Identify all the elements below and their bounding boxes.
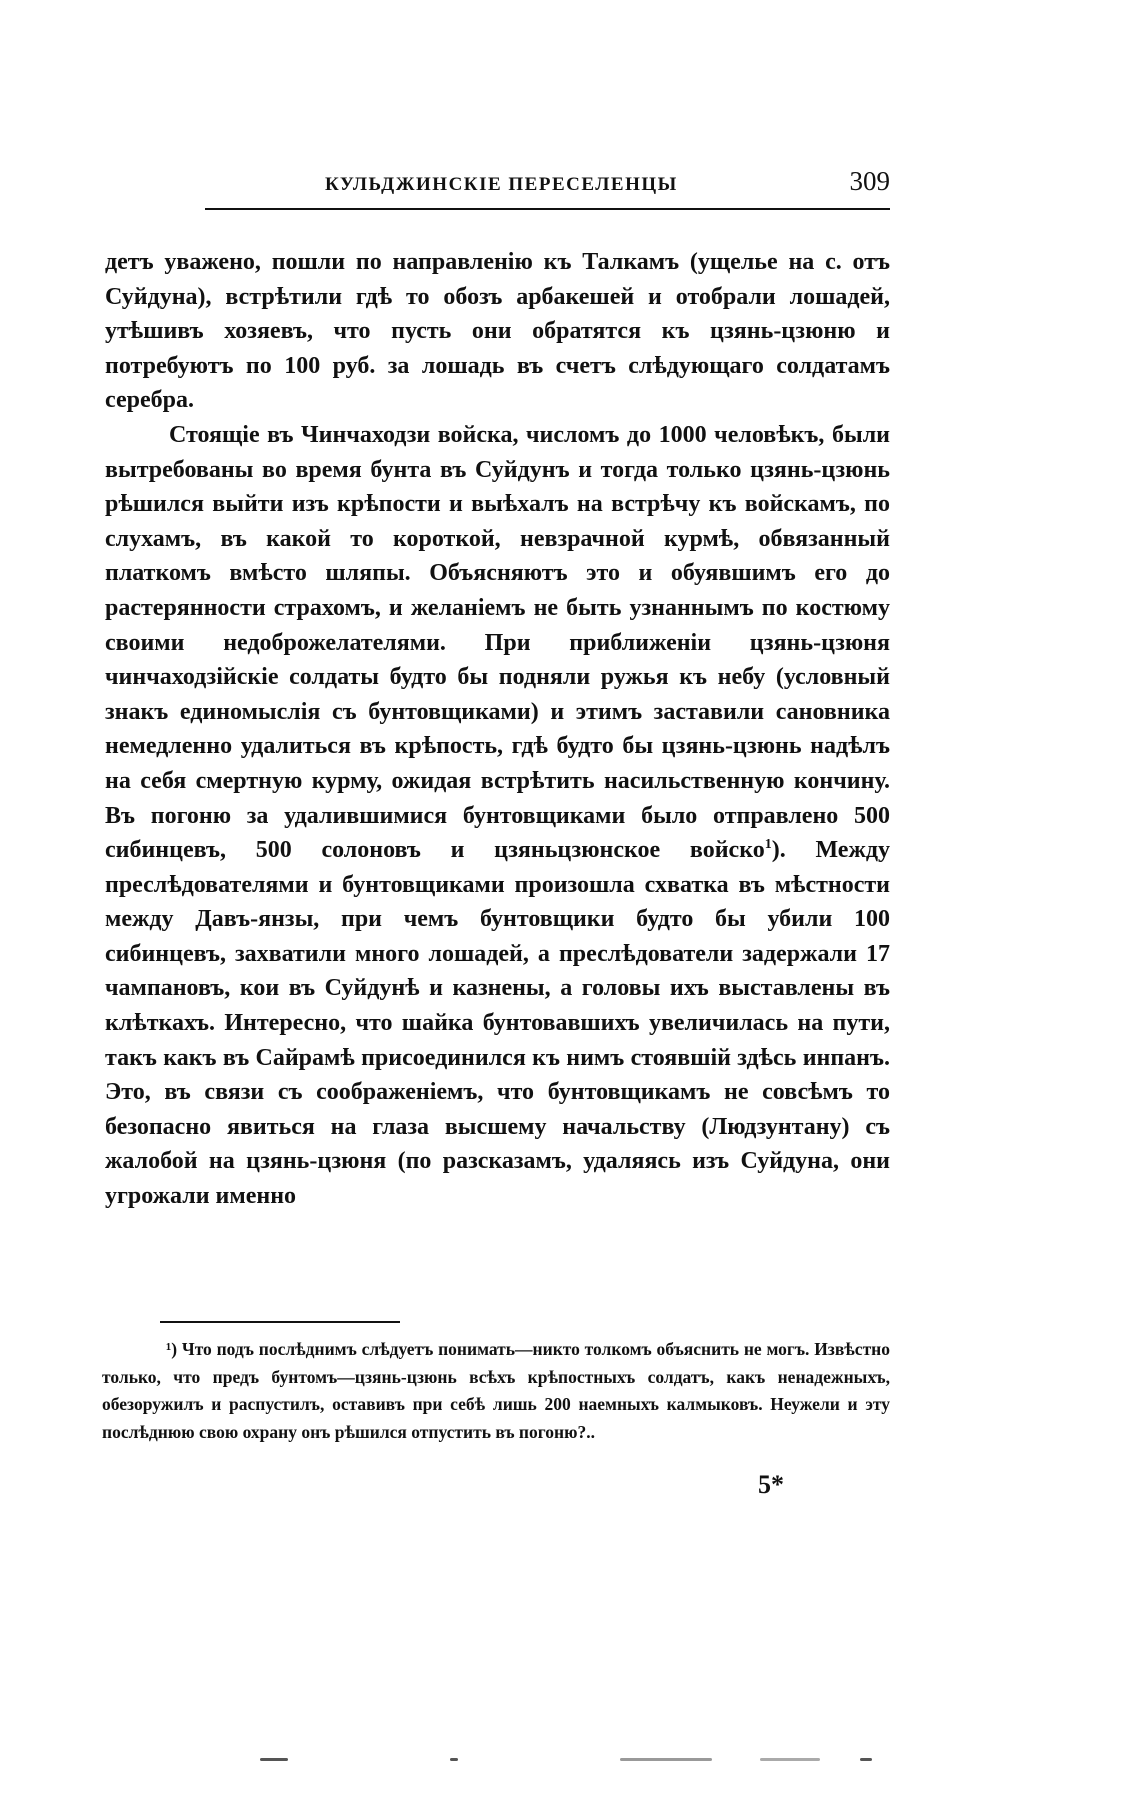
paragraph-2-part-2: ). Между преслѣдователями и бунтовщиками произошла схватка въ мѣстности между Давъ-янзы, при чемъ бунтовщики будто бы убили 100 сибинцевъ, захватили много лошадей, а преслѣдователи задержали 17 чампановъ, кои въ Суйдунѣ и казнены, а головы ихъ выставлены въ клѣткахъ. Интересно, что шайка бунтовавшихъ увеличилась на пути, такъ какъ въ Сайрамѣ присоединился къ нимъ стоявшій здѣсь инпанъ. Это, въ связи съ соображеніемъ, что бунтовщикамъ не совсѣмъ то безопасно явиться на глаза высшему начальству (Людзунтану) съ жалобой на цзянь-цзюня (по разсказамъ, удаляясь изъ Суйдуна, они угрожали именно <box>105 837 891 1210</box>
footnote-reference: 1 <box>764 837 772 853</box>
scan-specks <box>260 1758 900 1764</box>
running-title: КУЛЬДЖИНСКІЕ ПЕРЕСЕЛЕНЦЫ <box>325 174 678 195</box>
footnote-text: ¹) Что подъ послѣднимъ слѣдуетъ понимать—никто толкомъ объяснить не могъ. Извѣстно только, что предъ бунтомъ—цзянь-цзюнь всѣхъ крѣпостныхъ солдатъ, какъ ненадежныхъ, обезоружилъ и распустилъ, оставивъ при себѣ лишь 200 наемныхъ калмыковъ. Неужели и эту послѣднюю свою охрану онъ рѣшился отпустить въ погоню?.. <box>102 1339 890 1442</box>
running-header <box>205 168 890 210</box>
paragraph-2-part-1: Стоящіе въ Чинчаходзи войска, числомъ до 1000 человѣкъ, были вытребованы во время бунта въ Суйдунъ и тогда только цзянь-цзюнь рѣшился выйти изъ крѣпости и выѣхалъ на встрѣчу къ войскамъ, по слухамъ, въ какой то короткой, невзрачной курмѣ, обвязанный платкомъ вмѣсто шляпы. Объясняютъ это и обуявшимъ его до растерянности страхомъ, и желаніемъ не быть узнаннымъ по костюму своими недоброжелателями. При приближеніи цзянь-цзюня чинчаходзійскіе солдаты будто бы подняли ружья къ небу (условный знакъ единомыслія съ бунтовщиками) и этимъ заставили сановника немедленно удалиться въ крѣпость, гдѣ будто бы цзянь-цзюнь надѣлъ на себя смертную курму, ожидая встрѣтить насильственную кончину. Въ погоню за удалившимися бунтовщиками было отправлено 500 сибинцевъ, 500 солоновъ и цзяньцзюнское войско <box>105 421 890 864</box>
page-number: 309 <box>849 166 890 196</box>
paragraph-2 <box>105 418 890 1214</box>
paragraph-1: детъ уважено, пошли по направленію къ Талкамъ (ущелье на с. отъ Суйдуна), встрѣтили гдѣ то обозъ арбакешей и отобрали лошадей, утѣшивъ хозяевъ, что пусть они обратятся къ цзянь-цзюню и потребуютъ по 100 руб. за лошадь въ счетъ слѣдующаго солдатамъ серебра. <box>105 249 890 414</box>
main-text <box>105 245 890 1214</box>
footnote <box>102 1336 890 1446</box>
footnote-divider <box>160 1321 400 1323</box>
signature-mark: 5* <box>758 1470 784 1499</box>
